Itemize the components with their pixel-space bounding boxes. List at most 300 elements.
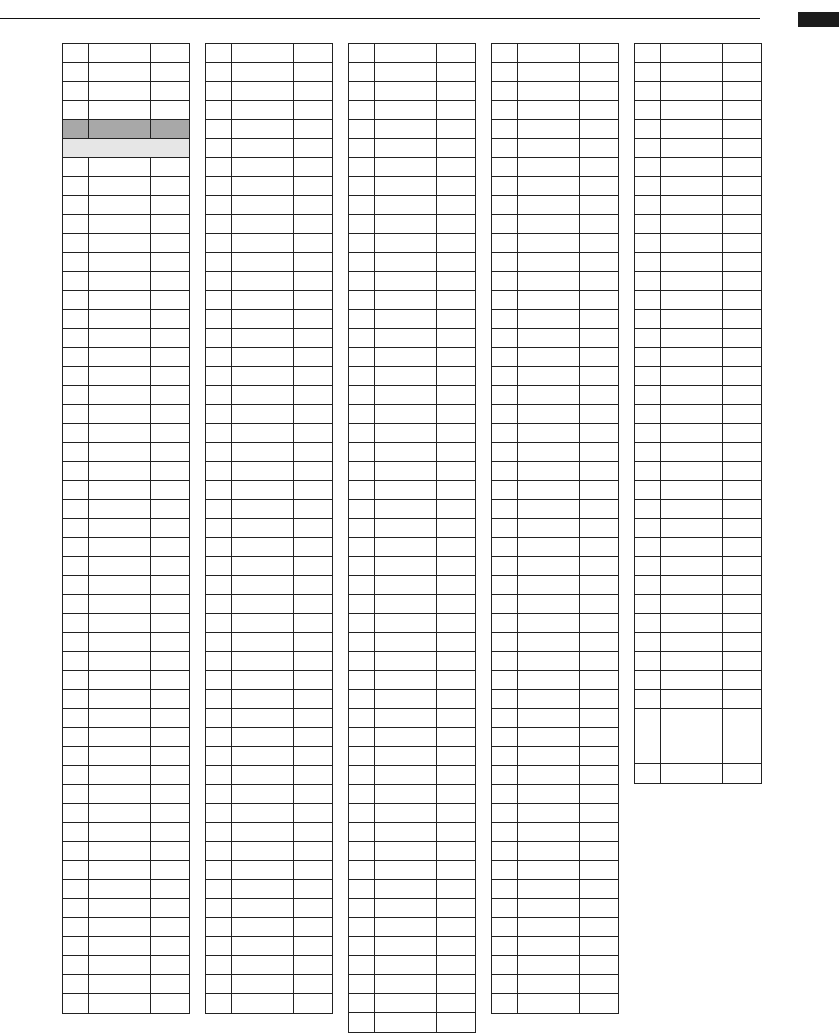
table-row <box>349 63 475 82</box>
table-cell-col-2 <box>375 595 437 613</box>
table-row <box>635 329 761 348</box>
table-row <box>492 747 618 766</box>
table-row <box>63 462 189 481</box>
table-2 <box>205 43 333 1014</box>
table-row <box>63 614 189 633</box>
table-row <box>492 196 618 215</box>
table-row <box>206 975 332 994</box>
table-cell-col-1 <box>492 215 518 233</box>
table-cell-col-3 <box>580 177 618 195</box>
table-cell-col-3 <box>151 177 189 195</box>
table-row <box>63 728 189 747</box>
table-row <box>635 690 761 709</box>
table-cell-col-2 <box>518 861 580 879</box>
table-cell-col-1 <box>492 443 518 461</box>
table-cell-col-2 <box>518 747 580 765</box>
table-cell-col-1 <box>349 101 375 119</box>
table-row <box>635 291 761 310</box>
table-cell-col-3 <box>151 614 189 632</box>
table-row <box>349 424 475 443</box>
table-cell-col-3 <box>723 291 761 309</box>
table-cell-col-1 <box>492 196 518 214</box>
table-cell-col-2 <box>232 386 294 404</box>
table-cell-col-3 <box>580 329 618 347</box>
table-cell-col-2 <box>375 44 437 62</box>
table-cell-col-3 <box>151 709 189 727</box>
table-cell-col-3 <box>294 367 332 385</box>
table-cell-col-2 <box>89 234 151 252</box>
table-cell-col-3 <box>723 557 761 575</box>
table-row <box>349 785 475 804</box>
table-cell-col-3 <box>580 937 618 955</box>
table-cell-col-2 <box>232 633 294 651</box>
table-cell-col-3 <box>294 386 332 404</box>
table-cell-col-3 <box>294 44 332 62</box>
table-cell-col-1 <box>206 804 232 822</box>
table-cell-col-3 <box>437 215 475 233</box>
table-cell-col-3 <box>437 405 475 423</box>
table-row <box>349 234 475 253</box>
table-cell-col-3 <box>294 462 332 480</box>
table-row <box>206 937 332 956</box>
table-cell-col-3 <box>580 215 618 233</box>
table-cell-col-3 <box>723 500 761 518</box>
table-cell-col-1 <box>63 44 89 62</box>
table-cell-col-3 <box>580 348 618 366</box>
table-cell-col-1 <box>492 728 518 746</box>
table-row <box>63 576 189 595</box>
table-row <box>63 861 189 880</box>
table-row <box>635 63 761 82</box>
table-cell-col-2 <box>375 956 437 974</box>
table-cell-col-3 <box>437 443 475 461</box>
table-cell-col-3 <box>294 671 332 689</box>
table-cell-col-3 <box>437 975 475 993</box>
table-row <box>492 785 618 804</box>
table-row <box>635 764 761 783</box>
table-row <box>635 595 761 614</box>
table-cell-col-1 <box>492 82 518 100</box>
table-row <box>63 690 189 709</box>
table-cell-col-3 <box>437 880 475 898</box>
table-cell-col-2 <box>518 709 580 727</box>
table-cell-col-2 <box>232 196 294 214</box>
table-cell-col-1 <box>63 899 89 917</box>
table-cell-col-2 <box>518 120 580 138</box>
table-cell-col-3 <box>437 329 475 347</box>
table-cell-col-2 <box>661 386 723 404</box>
table-cell-col-1 <box>635 253 661 271</box>
table-cell-col-1 <box>63 861 89 879</box>
table-cell-col-3 <box>723 595 761 613</box>
table-row <box>206 386 332 405</box>
table-cell-col-2 <box>375 614 437 632</box>
table-cell-col-3 <box>723 671 761 689</box>
table-cell-col-1 <box>492 424 518 442</box>
table-row <box>206 139 332 158</box>
table-cell-col-2 <box>232 956 294 974</box>
table-row <box>63 329 189 348</box>
table-cell-col-1 <box>492 937 518 955</box>
table-cell-col-2 <box>661 709 723 763</box>
table-row <box>63 44 189 63</box>
table-cell-col-1 <box>492 842 518 860</box>
table-cell-col-3 <box>294 975 332 993</box>
table-cell-col-3 <box>151 500 189 518</box>
table-row <box>492 671 618 690</box>
table-cell-col-3 <box>151 215 189 233</box>
table-row <box>635 310 761 329</box>
table-cell-col-3 <box>437 481 475 499</box>
table-cell-col-1 <box>492 899 518 917</box>
table-cell-col-1 <box>492 823 518 841</box>
table-cell-col-2 <box>661 272 723 290</box>
table-cell-col-1 <box>635 709 661 763</box>
table-cell-col-3 <box>294 728 332 746</box>
table-row <box>206 538 332 557</box>
table-row <box>349 481 475 500</box>
table-cell-col-1 <box>63 842 89 860</box>
table-cell-col-3 <box>723 272 761 290</box>
table-cell-col-3 <box>437 348 475 366</box>
table-cell-col-3 <box>151 424 189 442</box>
table-row <box>206 481 332 500</box>
table-cell-col-2 <box>518 215 580 233</box>
table-cell-col-3 <box>151 785 189 803</box>
table-cell-col-2 <box>518 272 580 290</box>
table-cell-col-1 <box>349 538 375 556</box>
table-cell-col-3 <box>294 500 332 518</box>
table-cell-col-3 <box>437 462 475 480</box>
table-cell-col-2 <box>661 215 723 233</box>
table-cell-col-3 <box>723 120 761 138</box>
table-cell-col-2 <box>518 63 580 81</box>
table-cell-col-2 <box>375 405 437 423</box>
table-cell-col-1 <box>63 975 89 993</box>
table-cell-col-2 <box>232 139 294 157</box>
table-cell-col-2 <box>232 994 294 1013</box>
table-row <box>635 538 761 557</box>
table-cell-col-2 <box>232 82 294 100</box>
table-cell-col-2 <box>518 690 580 708</box>
table-cell-col-1 <box>206 880 232 898</box>
table-row <box>349 975 475 994</box>
table-row <box>206 215 332 234</box>
table-cell-col-2 <box>518 842 580 860</box>
table-cell-col-1 <box>349 215 375 233</box>
table-cell-col-2 <box>375 101 437 119</box>
table-cell-col-3 <box>723 44 761 62</box>
table-row <box>492 709 618 728</box>
table-cell-col-3 <box>151 310 189 328</box>
table-cell-col-3 <box>151 405 189 423</box>
table-cell-col-2 <box>375 481 437 499</box>
table-cell-col-2 <box>375 633 437 651</box>
table-cell-col-2 <box>89 747 151 765</box>
table-row <box>492 633 618 652</box>
table-cell-col-1 <box>206 956 232 974</box>
table-cell-col-1 <box>492 690 518 708</box>
table-cell-col-3 <box>151 557 189 575</box>
table-cell-col-3 <box>294 842 332 860</box>
table-cell-col-3 <box>723 709 761 763</box>
table-row <box>492 424 618 443</box>
table-cell-col-1 <box>492 975 518 993</box>
table-cell-col-3 <box>151 120 189 138</box>
table-cell-col-3 <box>294 614 332 632</box>
table-row <box>206 500 332 519</box>
table-cell-col-1 <box>63 728 89 746</box>
table-cell-col-1 <box>63 367 89 385</box>
table-cell-col-3 <box>151 956 189 974</box>
table-cell-col-3 <box>151 899 189 917</box>
table-row <box>635 272 761 291</box>
table-cell-col-2 <box>232 785 294 803</box>
table-cell-col-2 <box>518 253 580 271</box>
table-cell-col-3 <box>723 443 761 461</box>
table-row <box>492 462 618 481</box>
table-row <box>492 918 618 937</box>
table-row <box>63 405 189 424</box>
table-cell-col-1 <box>63 538 89 556</box>
table-row <box>492 44 618 63</box>
table-cell-col-2 <box>518 462 580 480</box>
table-row <box>206 842 332 861</box>
table-cell-col-1 <box>63 82 89 100</box>
table-cell-col-3 <box>437 253 475 271</box>
table-cell-col-2 <box>518 614 580 632</box>
table-cell-col-1 <box>206 348 232 366</box>
table-row <box>63 82 189 101</box>
table-cell-col-1 <box>349 728 375 746</box>
table-cell-col-1 <box>63 177 89 195</box>
table-cell-col-1 <box>63 880 89 898</box>
table-cell-col-3 <box>151 63 189 81</box>
table-row <box>206 652 332 671</box>
table-row <box>206 101 332 120</box>
table-row <box>492 500 618 519</box>
table-cell-col-3 <box>437 158 475 176</box>
table-row <box>492 310 618 329</box>
table-cell-col-2 <box>518 500 580 518</box>
table-cell-col-3 <box>151 576 189 594</box>
table-cell-col-3 <box>437 690 475 708</box>
table-row <box>635 139 761 158</box>
table-cell-col-3 <box>294 443 332 461</box>
table-row <box>206 82 332 101</box>
table-cell-col-1 <box>63 576 89 594</box>
table-row <box>349 709 475 728</box>
table-cell-col-2 <box>89 671 151 689</box>
table-cell-col-3 <box>151 291 189 309</box>
table-cell-col-3 <box>151 443 189 461</box>
table-cell-col-2 <box>375 367 437 385</box>
table-cell-col-2 <box>518 177 580 195</box>
table-row <box>63 291 189 310</box>
table-cell-col-3 <box>437 500 475 518</box>
table-row <box>635 614 761 633</box>
table-cell-col-3 <box>437 785 475 803</box>
table-cell-col-3 <box>151 633 189 651</box>
table-cell-col-2 <box>89 500 151 518</box>
table-cell-col-1 <box>349 557 375 575</box>
table-cell-col-2 <box>518 291 580 309</box>
table-cell-col-2 <box>375 899 437 917</box>
table-cell-col-3 <box>294 234 332 252</box>
table-cell-col-3 <box>437 652 475 670</box>
table-row <box>206 633 332 652</box>
table-cell-col-3 <box>580 386 618 404</box>
table-cell-col-1 <box>349 671 375 689</box>
table-row <box>63 671 189 690</box>
table-cell-col-1 <box>63 310 89 328</box>
table-cell-col-2 <box>375 272 437 290</box>
table-row <box>492 63 618 82</box>
table-cell-col-1 <box>206 766 232 784</box>
table-cell-col-3 <box>437 557 475 575</box>
table-cell-col-3 <box>437 804 475 822</box>
table-cell-col-1 <box>206 842 232 860</box>
table-row <box>63 880 189 899</box>
table-cell-col-3 <box>151 44 189 62</box>
table-cell-col-2 <box>661 595 723 613</box>
table-cell-col-1 <box>206 557 232 575</box>
table-row <box>492 101 618 120</box>
table-cell-col-2 <box>518 557 580 575</box>
table-cell-col-3 <box>580 804 618 822</box>
table-cell-col-3 <box>437 633 475 651</box>
table-cell-col-2 <box>89 519 151 537</box>
table-cell-col-3 <box>723 63 761 81</box>
table-row <box>63 424 189 443</box>
table-cell-col-2 <box>518 329 580 347</box>
table-row <box>635 82 761 101</box>
table-row <box>349 462 475 481</box>
table-cell-col-3 <box>294 918 332 936</box>
table-cell-col-2 <box>375 747 437 765</box>
table-cell-col-2 <box>232 310 294 328</box>
table-cell-col-2 <box>375 576 437 594</box>
table-cell-col-2 <box>375 139 437 157</box>
table-row <box>349 861 475 880</box>
table-cell-col-3 <box>580 481 618 499</box>
table-cell-col-2 <box>518 576 580 594</box>
table-row <box>206 462 332 481</box>
table-cell-col-3 <box>294 405 332 423</box>
table-cell-col-1 <box>492 272 518 290</box>
table-cell-col-2 <box>375 234 437 252</box>
table-row <box>63 272 189 291</box>
table-row <box>635 424 761 443</box>
table-cell-col-2 <box>89 120 151 138</box>
table-row <box>206 367 332 386</box>
table-cell-col-1 <box>492 405 518 423</box>
table-row <box>349 405 475 424</box>
table-cell-col-1 <box>635 690 661 708</box>
table-cell-col-1 <box>349 310 375 328</box>
table-row <box>635 633 761 652</box>
table-cell-col-2 <box>89 101 151 119</box>
table-row <box>63 348 189 367</box>
table-cell-col-1 <box>635 595 661 613</box>
merged-cell <box>63 139 189 157</box>
table-row <box>63 234 189 253</box>
table-cell-col-3 <box>723 215 761 233</box>
table-row <box>63 215 189 234</box>
table-cell-col-1 <box>635 576 661 594</box>
table-cell-col-3 <box>437 44 475 62</box>
table-cell-col-1 <box>63 348 89 366</box>
table-row <box>349 386 475 405</box>
table-cell-col-1 <box>635 764 661 783</box>
table-cell-col-3 <box>437 861 475 879</box>
table-cell-col-2 <box>232 861 294 879</box>
table-row <box>63 766 189 785</box>
table-cell-col-3 <box>723 405 761 423</box>
table-cell-col-2 <box>375 804 437 822</box>
table-cell-col-2 <box>518 652 580 670</box>
table-cell-col-1 <box>492 386 518 404</box>
table-cell-col-3 <box>580 196 618 214</box>
table-cell-col-2 <box>232 424 294 442</box>
table-cell-col-2 <box>518 310 580 328</box>
table-cell-col-2 <box>89 652 151 670</box>
table-cell-col-3 <box>723 101 761 119</box>
table-cell-col-2 <box>375 766 437 784</box>
table-row <box>492 234 618 253</box>
table-cell-col-1 <box>63 443 89 461</box>
table-cell-col-1 <box>492 595 518 613</box>
table-row <box>206 519 332 538</box>
table-row <box>635 177 761 196</box>
table-cell-col-1 <box>63 63 89 81</box>
table-cell-col-2 <box>375 652 437 670</box>
table-cell-col-1 <box>492 614 518 632</box>
table-cell-col-2 <box>232 405 294 423</box>
table-cell-col-1 <box>206 576 232 594</box>
table-cell-col-1 <box>206 937 232 955</box>
table-cell-col-1 <box>349 918 375 936</box>
table-cell-col-1 <box>206 652 232 670</box>
table-row <box>349 272 475 291</box>
table-cell-col-2 <box>89 253 151 271</box>
table-cell-col-1 <box>206 538 232 556</box>
table-row <box>206 728 332 747</box>
table-cell-col-2 <box>375 861 437 879</box>
table-cell-col-1 <box>492 956 518 974</box>
table-cell-col-3 <box>437 1013 475 1032</box>
table-cell-col-1 <box>635 538 661 556</box>
table-cell-col-3 <box>151 538 189 556</box>
table-cell-col-1 <box>492 120 518 138</box>
table-cell-col-3 <box>580 253 618 271</box>
table-cell-col-1 <box>63 272 89 290</box>
table-cell-col-1 <box>349 519 375 537</box>
table-cell-col-1 <box>349 253 375 271</box>
table-cell-col-1 <box>349 614 375 632</box>
table-cell-col-2 <box>518 899 580 917</box>
table-cell-col-3 <box>580 424 618 442</box>
table-cell-col-1 <box>349 823 375 841</box>
table-cell-col-2 <box>89 728 151 746</box>
table-cell-col-1 <box>63 500 89 518</box>
table-cell-col-1 <box>63 690 89 708</box>
table-row <box>635 671 761 690</box>
table-cell-col-3 <box>723 196 761 214</box>
table-cell-col-2 <box>232 937 294 955</box>
table-cell-col-1 <box>635 557 661 575</box>
table-cell-col-3 <box>151 101 189 119</box>
